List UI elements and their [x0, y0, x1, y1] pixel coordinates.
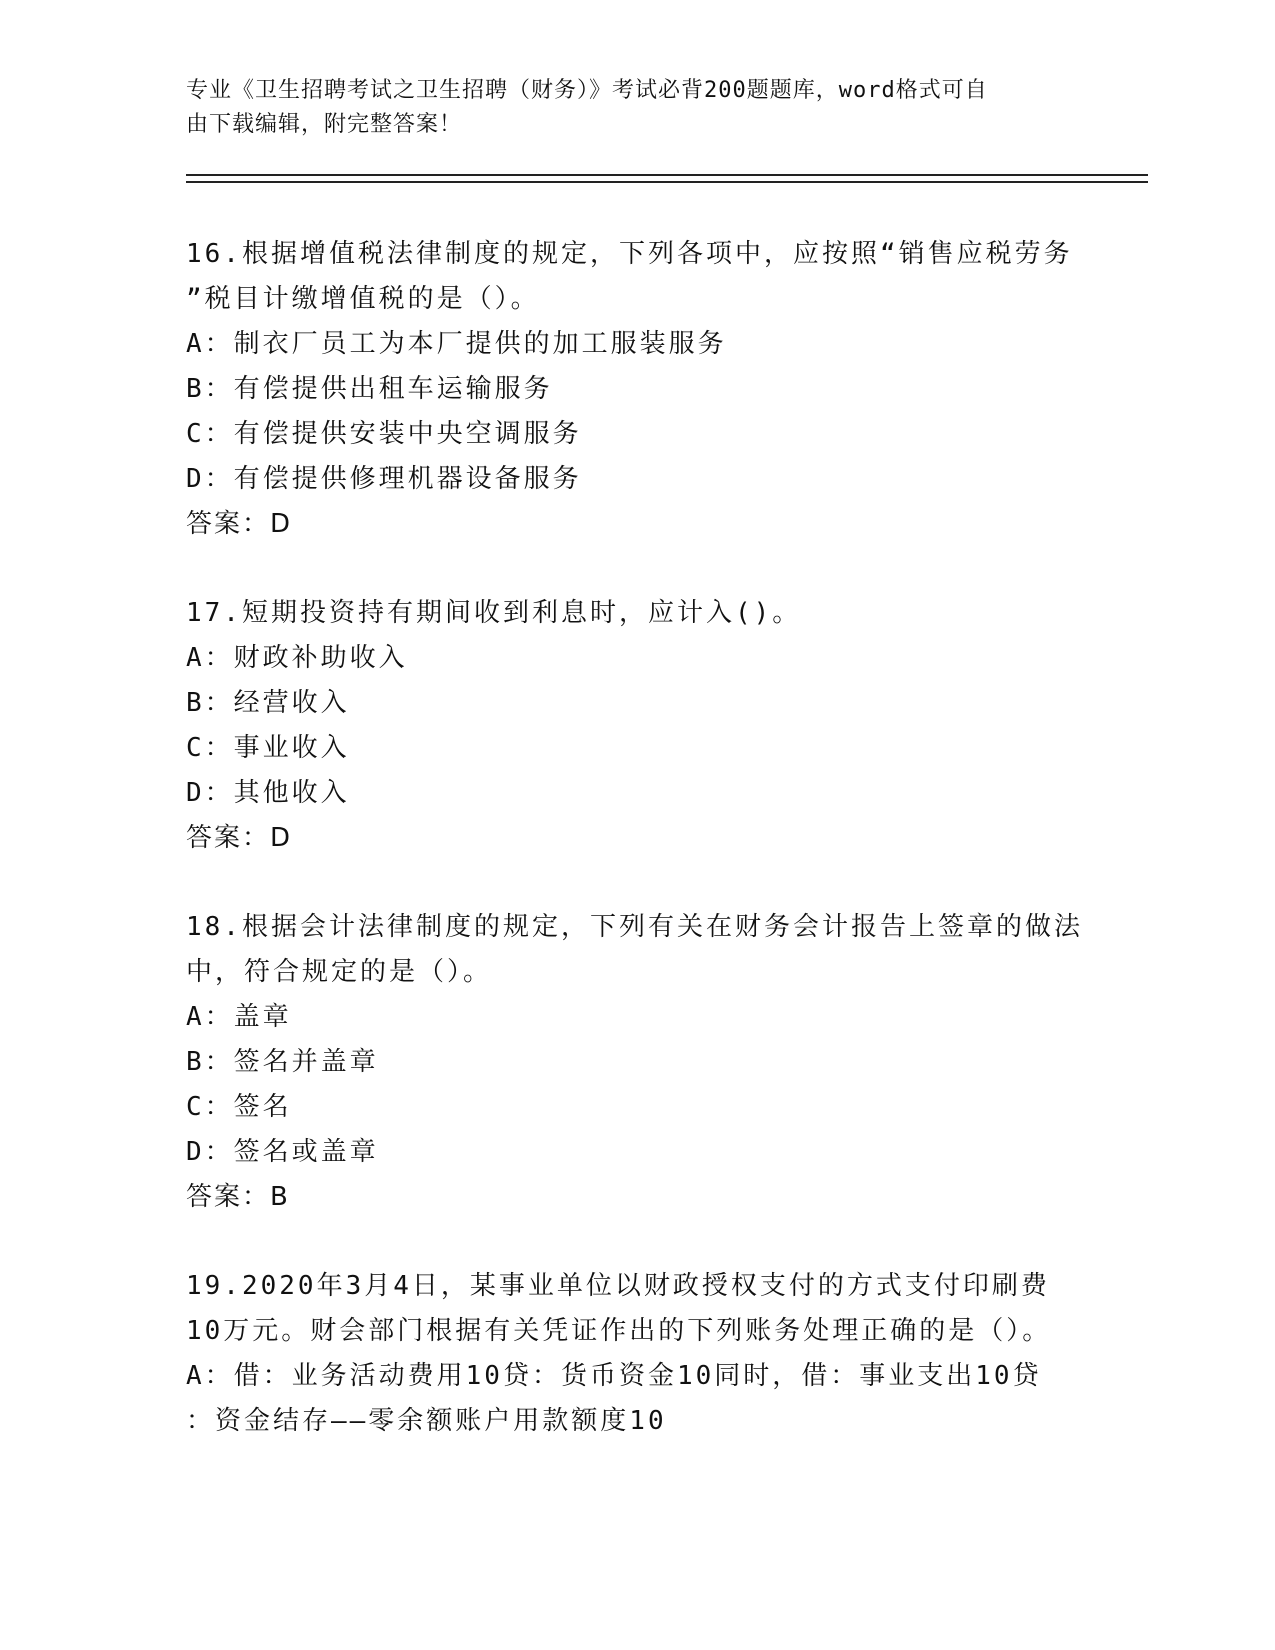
- option-c: C：有偿提供安装中央空调服务: [186, 419, 582, 449]
- option-b: B：经营收入: [186, 688, 350, 718]
- answer: 答案：B: [186, 1182, 290, 1212]
- question-19: [186, 1264, 1086, 1444]
- option-a: A：制衣厂员工为本厂提供的加工服装服务: [186, 329, 727, 359]
- answer: 答案：D: [186, 509, 293, 539]
- question-text: 17.短期投资持有期间收到利息时，应计入()。: [186, 598, 802, 628]
- question-16: [186, 232, 1086, 547]
- question-text-continued: 10万元。财会部门根据有关凭证作出的下列账务处理正确的是（）。: [186, 1316, 1052, 1346]
- question-text-continued: ”税目计缴增值税的是（）。: [186, 284, 540, 314]
- option-b: B：有偿提供出租车运输服务: [186, 374, 553, 404]
- question-text: 16.根据增值税法律制度的规定，下列各项中，应按照“销售应税劳务: [186, 239, 1073, 269]
- question-text: 19.2020年3月4日，某事业单位以财政授权支付的方式支付印刷费: [186, 1271, 1050, 1301]
- option-d: D：签名或盖章: [186, 1137, 379, 1167]
- header-divider-top: [186, 174, 1148, 176]
- option-b: B：签名并盖章: [186, 1047, 379, 1077]
- header-line-1: 专业《卫生招聘考试之卫生招聘（财务）》考试必背200题题库，word格式可自: [186, 78, 988, 103]
- header-divider-bottom: [186, 181, 1148, 183]
- option-d: D：其他收入: [186, 778, 350, 808]
- answer: 答案：D: [186, 823, 293, 853]
- option-c: C：签名: [186, 1092, 292, 1122]
- question-text: 18.根据会计法律制度的规定，下列有关在财务会计报告上签章的做法: [186, 912, 1083, 942]
- option-c: C：事业收入: [186, 733, 350, 763]
- question-text-continued: 中，符合规定的是（）。: [186, 957, 493, 987]
- option-a: A：借：业务活动费用10贷：货币资金10同时，借：事业支出10贷: [186, 1361, 1042, 1391]
- question-18: [186, 905, 1086, 1220]
- question-list: [186, 232, 1086, 1444]
- option-a: A：盖章: [186, 1002, 292, 1032]
- header-line-2: 由下载编辑，附完整答案！: [186, 112, 463, 137]
- option-a-continued: ：资金结存——零余额账户用款额度10: [186, 1406, 667, 1436]
- document-header: [186, 74, 1066, 142]
- option-d: D：有偿提供修理机器设备服务: [186, 464, 582, 494]
- option-a: A：财政补助收入: [186, 643, 408, 673]
- question-17: [186, 591, 1086, 861]
